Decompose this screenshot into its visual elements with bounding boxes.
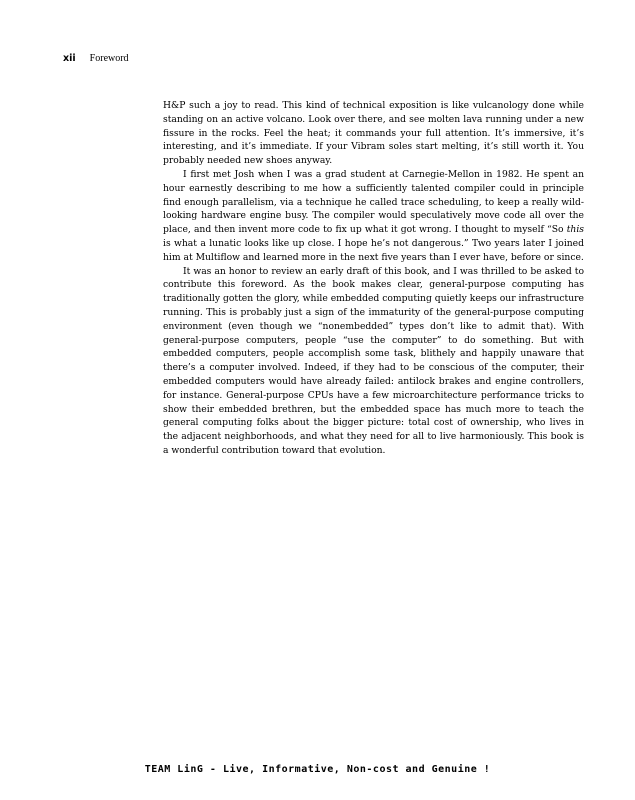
paragraph xyxy=(163,99,584,168)
section-title: Foreword xyxy=(89,53,129,64)
paragraph xyxy=(163,168,584,265)
paragraph xyxy=(163,265,584,458)
paragraph-text: is what a lunatic looks like up close. I hope he’s not dangerous.” Two years later I joined him at Multiflow and learned more in the next five years than I ever have, before or since. xyxy=(163,237,584,263)
italic-text: this xyxy=(566,224,584,236)
running-head xyxy=(63,53,129,64)
paragraph-text: It was an honor to review an early draft of this book, and I was thrilled to be asked to contribute this foreword. As the book makes clear, general-purpose computing has traditionally gotten the glory, while embedded computing quietly keeps our infrastructure running. This is probably just a sign of the immaturity of the general-purpose computing environment (even though we “nonembedded” types don’t like to admit that). With general-purpose computers, people “use the computer” to do something. But with embedded computers, people accomplish some task, blithely and happily unaware that there’s a computer involved. Indeed, if they had to be conscious of the computer, their embedded computers would have already failed: antilock brakes and engine controllers, for instance. General-purpose CPUs have a few microarchitecture performance tricks to show their embedded brethren, but the embedded space has much more to teach the general computing folks about the bigger picture: total cost of ownership, who lives in the adjacent neighborhoods, and what they need for all to live harmoniously. This book is a wonderful contribution toward that evolution. xyxy=(163,265,584,456)
paragraph-text: I first met Josh when I was a grad student at Carnegie-Mellon in 1982. He spent an hour earnestly describing to me how a sufficiently talented compiler could in principle find enough parallelism, via a technique he called trace scheduling, to keep a really wild-looking hardware engine busy. The compiler would speculatively move code all over the place, and then invent more code to fix up what it got wrong. I thought to myself “So xyxy=(163,168,584,236)
footer-banner: TEAM LinG - Live, Informative, Non-cost and Genuine ! xyxy=(144,764,491,775)
paragraph-text: H&P such a joy to read. This kind of technical exposition is like vulcanology done while standing on an active volcano. Look over there, and see molten lava running under a new fissure in the rocks. Feel the heat; it commands your full attention. It’s immersive, it’s interesting, and it’s immediate. If your Vibram soles start melting, it’s still worth it. You probably needed new shoes anyway. xyxy=(163,100,584,167)
body-text xyxy=(163,99,584,458)
page-number: xii xyxy=(63,53,76,64)
